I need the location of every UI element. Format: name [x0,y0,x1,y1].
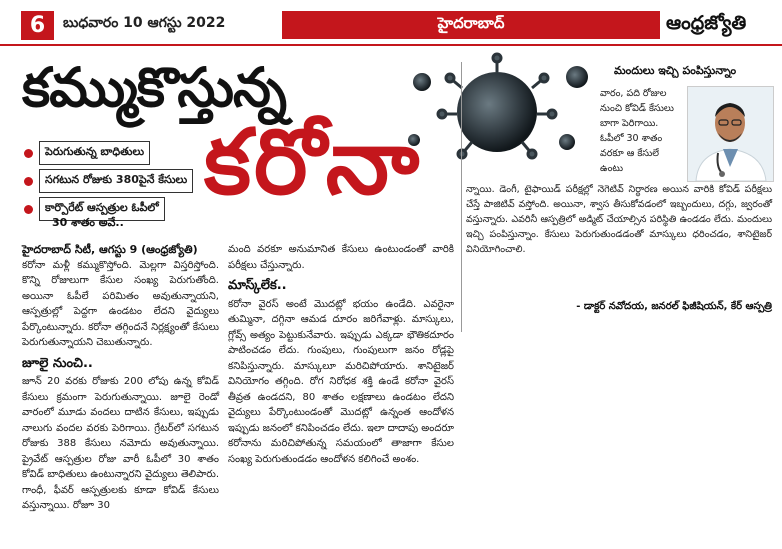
bullet-dot-icon [24,205,33,214]
article-dateline: హైదరాబాద్ సిటీ, ఆగస్టు 9 (ఆంధ్రజ్యోతి) [22,243,198,256]
article-paragraph: కరోనా మళ్లీ కమ్ముకొస్తోంది. మెల్లగా విస్తరిస్తోంది. కొన్ని రోజులుగా కేసుల సంఖ్య పెరుగుతోంది. అయినా ఓపీలే పరిమితం అవుతున్నాయని, ఆస్పత్రుల్లో పెద్దగా ఉండటం లేదని వైద్యులు పేర్కొంటున్నారు. కరోనా తగ్గిందనే నిర్లక్ష్యంతో కేసులు పెరుగుతున్నాయని చెబుతున్నారు. [22,259,219,348]
headline-line1: కమ్ముకొస్తున్న [22,56,286,119]
bullet-item [24,142,193,164]
page-number: 6 [21,11,54,40]
doctor-photo [687,86,774,182]
bullet-text: పెరుగుతున్న బాధితులు [39,141,150,165]
page-header [0,0,782,46]
article-paragraph: జూన్ 20 వరకు రోజుకు 200 లోపు ఉన్న కోవిడ్ కేసులు క్రమంగా పెరుగుతున్నాయి. జూలై రెండో వారంలో మూడు వందలు దాటిన కేసులు, ఇప్పుడు నాలుగు వందల వరకు పెరిగాయి. గ్రేటర్‌లో సగటున రోజుకు 388 కేసులు నమోదు అవుతున్నాయి. ప్రైవేట్ ఆస్పత్రుల రోజు వారీ ఓపీలో 30 శాతం కోవిడ్ బాధితులు ఉంటున్నారని వైద్యులు తెలిపారు. గాంధీ, ఫీవర్ ఆస్పత్రులకు కూడా కోవిడ్ కేసులు వస్తున్నాయి. రోజూ 30 [22,376,219,511]
bullet-continuation: 30 శాతం అవే.. [52,216,124,229]
article-column-2 [228,242,454,467]
issue-date: బుధవారం 10 ఆగస్టు 2022 [63,15,226,31]
bullet-dot-icon [24,149,33,158]
quote-signature: - డాక్టర్ నవోదయ, జనరల్ ఫిజీషియన్, కేర్ ఆస్పత్రి [576,301,772,312]
article-subheading: మాస్క్‌లేక.. [228,278,287,293]
doctor-quote-box [461,62,778,332]
article-subheading: జూలై నుంచి.. [22,355,93,371]
bullet-item [24,170,193,192]
article-paragraph: మంది వరకూ అనుమానిత కేసులు ఉంటుండంతో వారికి పరీక్షలు చేస్తున్నారు. [228,244,454,271]
bullet-text: కార్పొరేట్ ఆస్పత్రుల ఓపీలో [39,197,165,221]
article-paragraph: కరోనా వైరస్ అంటే మొదట్లో భయం ఉండేది. ఎవరైనా తుమ్మినా, దగ్గినా ఆమడ దూరం జరిగేవాళ్లు. మాస్కులు, గ్లోవ్స్ అత్యం పెట్టుకునేవారు. ఇప్పుడు ఎక్కడా భౌతికదూరం పాటించడం లేదు. గుంపులు, గుంపులుగా జనం రోడ్లపై కనిపిస్తున్నారు. మాస్కులూ మరిచిపోయారు. శానిటైజర్ వినియోగం తగ్గింది. రోగ నిరోధక శక్తి ఉండే కరోనా వైరస్ తీవ్రత ఉండదని, 80 శాతం లక్షణాలు ఉండటం లేదని వైద్యులు పేర్కొంటుండంతో మొదట్లో ఉన్నంత ఆందోళన ఇప్పుడు జనంలో కనిపించడం లేదు. ఇలా దాదాపు అందరూ కరోనాను మరిచిపోతున్న సమయంలో తాజాగా కేసుల సంఖ్య పెరుగుతుండడం ఆందోళన కలిగించే అంశం. [228,298,454,465]
bullet-dot-icon [24,177,33,186]
article-column-1 [22,242,219,514]
section-city-banner: హైదరాబాద్ [282,11,660,39]
quote-text-wide: న్నాయి. డెంగీ, టైఫాయిడ్ పరీక్షల్లో నెగెటివ్ నిర్ధారణ అయిన వారికి కోవిడ్ పరీక్షలు చేస్తే పాజిటివ్ వస్తోంది. అయినా, శ్వాస తీసుకోవడంలో ఇబ్బందులు, దగ్గు, జ్వరంతో వస్తున్నారు. ఎవరినీ ఆస్పత్రిలో అడ్మిట్ చేయాల్సిన పరిస్థితి ఉండడం లేదు. మందులు ఇచ్చి పంపిస్తున్నాం. కేసులు పెరుగుతుండడంతో మాస్కులు ధరించడం, శానిటైజర్ వినియోగించాలి. [466,184,772,255]
newspaper-logo: ఆంధ్రజ్యోతి [666,12,747,34]
bullet-text: సగటున రోజుకు 380పైనే కేసులు [39,169,193,193]
quote-text-narrow: వారం, పది రోజుల నుంచి కోవిడ్ కేసులు బాగా పెరిగాయి. ఓపీలో 30 శాతం వరకూ ఆ కేసులే ఉంటు [600,88,674,174]
headline-line2: కరోనా [204,110,423,215]
highlight-bullets [24,142,193,226]
quote-title: మందులు ఇచ్చి పంపిస్తున్నాం [614,64,737,77]
